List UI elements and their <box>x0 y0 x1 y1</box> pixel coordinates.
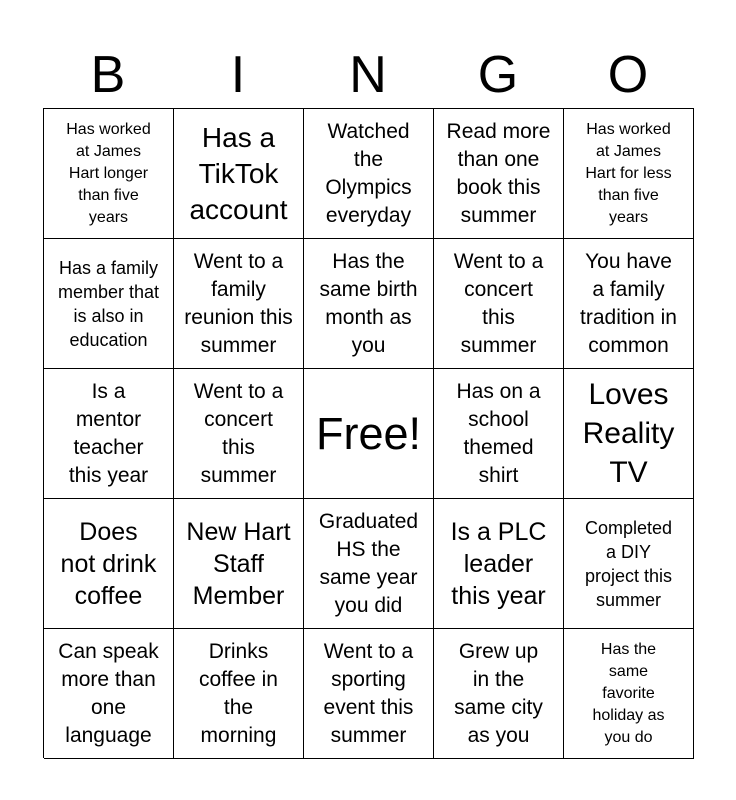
bingo-cell-free[interactable] <box>304 369 434 499</box>
bingo-cell-r1-c4[interactable] <box>434 109 564 239</box>
bingo-cell-r4-c3[interactable] <box>304 499 434 629</box>
cell-text: Went to a concert this summer <box>453 249 544 357</box>
cell-text: Has a TikTok account <box>189 121 288 225</box>
bingo-cell-r3-c1[interactable] <box>44 369 174 499</box>
cell-text: Completed a DIY project this summer <box>584 517 673 610</box>
bingo-cell-r4-c4[interactable] <box>434 499 564 629</box>
bingo-cell-r1-c5[interactable] <box>564 109 694 239</box>
cell-text: Has worked at James Hart for less than five years <box>585 120 672 226</box>
bingo-cell-r4-c5[interactable] <box>564 499 694 629</box>
bingo-cell-r3-c2[interactable] <box>174 369 304 499</box>
cell-text: Grew up in the same city as you <box>454 639 543 747</box>
bingo-board <box>43 108 694 758</box>
free-space-text: Free! <box>315 407 422 459</box>
cell-text: Has the same favorite holiday as you do <box>592 640 665 746</box>
bingo-cell-r2-c5[interactable] <box>564 239 694 369</box>
header-letter-o: O <box>607 46 649 104</box>
cell-text: Has worked at James Hart longer than five years <box>66 120 151 226</box>
bingo-cell-r1-c2[interactable] <box>174 109 304 239</box>
bingo-header <box>43 42 693 108</box>
cell-text: Watched the Olympics everyday <box>325 119 412 227</box>
cell-text: Drinks coffee in the morning <box>198 639 278 747</box>
cell-text: Can speak more than one language <box>58 639 159 747</box>
cell-text: Went to a sporting event this summer <box>323 639 414 747</box>
cell-text: Is a PLC leader this year <box>450 517 547 610</box>
cell-text: Has the same birth month as you <box>319 249 418 357</box>
cell-text: Has a family member that is also in education <box>57 257 160 350</box>
bingo-cell-r3-c5[interactable] <box>564 369 694 499</box>
header-letter-b: B <box>90 46 126 104</box>
cell-text: Went to a concert this summer <box>193 379 284 487</box>
cell-text: Does not drink coffee <box>60 517 157 610</box>
header-letter-n: N <box>349 46 387 104</box>
bingo-cell-r5-c3[interactable] <box>304 629 434 759</box>
cell-text: Is a mentor teacher this year <box>68 379 149 487</box>
cell-text: You have a family tradition in common <box>580 249 677 357</box>
bingo-cell-r2-c1[interactable] <box>44 239 174 369</box>
cell-text: Loves Reality TV <box>582 378 675 489</box>
bingo-cell-r5-c4[interactable] <box>434 629 564 759</box>
cell-text: Read more than one book this summer <box>446 119 551 227</box>
bingo-cell-r1-c3[interactable] <box>304 109 434 239</box>
bingo-cell-r4-c1[interactable] <box>44 499 174 629</box>
bingo-cell-r1-c1[interactable] <box>44 109 174 239</box>
bingo-cell-r2-c3[interactable] <box>304 239 434 369</box>
cell-text: Has on a school themed shirt <box>456 379 541 487</box>
header-letter-g: G <box>477 46 519 104</box>
bingo-cell-r4-c2[interactable] <box>174 499 304 629</box>
bingo-cell-r5-c2[interactable] <box>174 629 304 759</box>
cell-text: Graduated HS the same year you did <box>318 509 419 617</box>
bingo-cell-r2-c2[interactable] <box>174 239 304 369</box>
header-letter-i: I <box>230 46 246 104</box>
cell-text: New Hart Staff Member <box>186 517 291 610</box>
bingo-cell-r5-c5[interactable] <box>564 629 694 759</box>
bingo-cell-r2-c4[interactable] <box>434 239 564 369</box>
bingo-cell-r5-c1[interactable] <box>44 629 174 759</box>
cell-text: Went to a family reunion this summer <box>184 249 293 357</box>
bingo-cell-r3-c4[interactable] <box>434 369 564 499</box>
